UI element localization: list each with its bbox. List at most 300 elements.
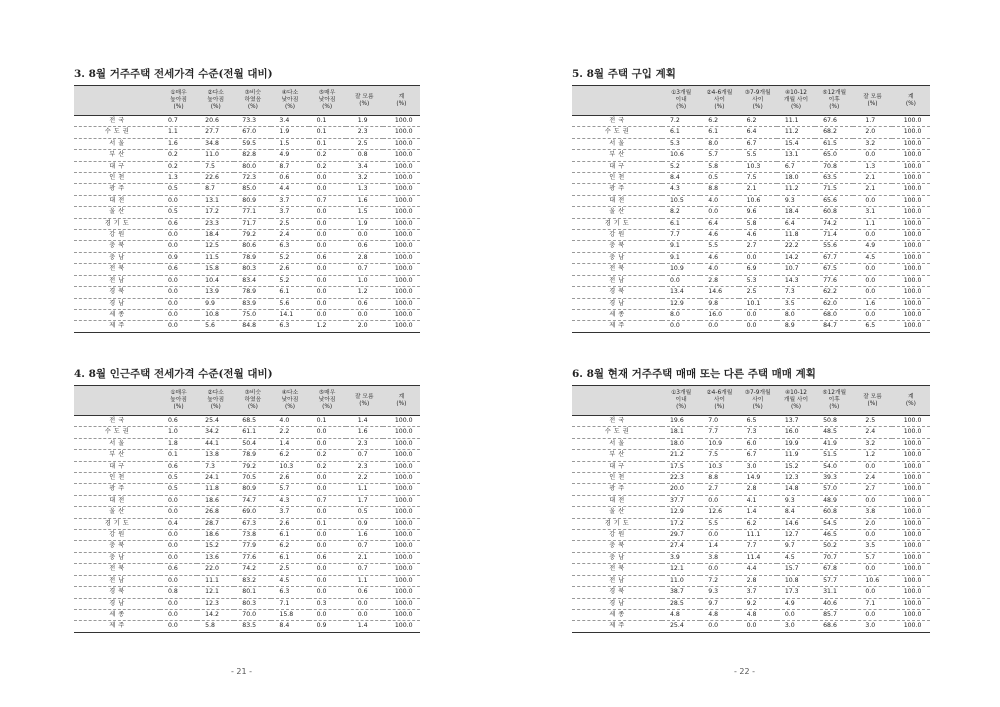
column-header: [853, 386, 891, 416]
value-cell: 0.0: [160, 309, 197, 320]
value-cell: 10.7: [777, 264, 815, 275]
region-cell: 강 원: [74, 530, 160, 541]
value-cell: 4.8: [662, 609, 700, 620]
value-cell: 1.6: [346, 530, 383, 541]
value-cell: 11.5: [197, 252, 234, 263]
value-cell: 0.8: [346, 150, 383, 161]
value-cell: 48.9: [815, 495, 853, 506]
value-cell: 0.0: [309, 609, 346, 620]
value-cell: 2.4: [271, 230, 308, 241]
value-cell: 0.0: [309, 575, 346, 586]
value-cell: 85.0: [234, 184, 271, 195]
value-cell: 2.1: [346, 552, 383, 563]
column-header-line: ②4-6개월: [706, 90, 733, 96]
value-cell: 6.5: [853, 321, 891, 332]
page-number-right: - 22 -: [734, 667, 756, 676]
table-row: [74, 184, 420, 195]
value-cell: 0.0: [309, 530, 346, 541]
value-cell: 51.5: [815, 450, 853, 461]
column-header: [892, 386, 930, 416]
column-header-line: ③비슷: [244, 90, 262, 96]
value-cell: 2.4: [853, 473, 891, 484]
table-row: [74, 173, 420, 184]
value-cell: 1.5: [346, 207, 383, 218]
value-cell: 100.0: [892, 598, 930, 609]
column-header-line: ⑤매우: [318, 390, 336, 396]
column-header: [197, 386, 234, 416]
table-row: [74, 230, 420, 241]
value-cell: 3.0: [777, 621, 815, 632]
value-cell: 7.5: [700, 450, 738, 461]
value-cell: 0.3: [309, 598, 346, 609]
table-row: [572, 518, 930, 529]
value-cell: 6.1: [271, 552, 308, 563]
value-cell: 65.0: [815, 150, 853, 161]
value-cell: 100.0: [383, 507, 420, 518]
value-cell: 6.1: [271, 530, 308, 541]
value-cell: 2.7: [739, 241, 777, 252]
value-cell: 7.0: [700, 416, 738, 427]
region-cell: 경 북: [572, 587, 662, 598]
value-cell: 0.7: [309, 195, 346, 206]
value-cell: 1.3: [853, 161, 891, 172]
value-cell: 16.0: [777, 427, 815, 438]
value-cell: 0.0: [309, 507, 346, 518]
value-cell: 7.7: [739, 541, 777, 552]
region-cell: 충 남: [572, 552, 662, 563]
value-cell: 24.1: [197, 473, 234, 484]
column-header: [309, 86, 346, 116]
column-header-line: 잘 모름: [863, 93, 882, 100]
value-cell: 63.5: [815, 173, 853, 184]
value-cell: 67.6: [815, 116, 853, 127]
value-cell: 5.5: [700, 241, 738, 252]
value-cell: 8.0: [662, 309, 700, 320]
value-cell: 4.0: [271, 416, 308, 427]
column-header: [383, 386, 420, 416]
column-header: [346, 86, 383, 116]
value-cell: 7.3: [197, 461, 234, 472]
value-cell: 0.0: [853, 587, 891, 598]
column-header-line: (%): [396, 100, 407, 107]
table-row: [74, 598, 420, 609]
value-cell: 10.6: [853, 575, 891, 586]
region-cell: 경 남: [572, 298, 662, 309]
column-header-line: (%): [905, 400, 916, 407]
column-header-line: (%): [322, 104, 333, 110]
value-cell: 100.0: [383, 587, 420, 598]
value-cell: 0.0: [309, 241, 346, 252]
value-cell: 100.0: [383, 252, 420, 263]
table-row: [572, 450, 930, 461]
value-cell: 5.2: [271, 252, 308, 263]
value-cell: 67.7: [815, 252, 853, 263]
value-cell: 0.0: [160, 298, 197, 309]
value-cell: 3.5: [777, 298, 815, 309]
value-cell: 10.9: [662, 264, 700, 275]
value-cell: 5.8: [739, 218, 777, 229]
region-cell: 전 북: [572, 264, 662, 275]
value-cell: 0.0: [309, 484, 346, 495]
value-cell: 12.1: [197, 587, 234, 598]
value-cell: 50.2: [815, 541, 853, 552]
column-header-line: 낮아짐: [281, 397, 299, 403]
value-cell: 100.0: [892, 518, 930, 529]
value-cell: 40.6: [815, 598, 853, 609]
column-header-line: 잘 모름: [863, 393, 882, 400]
value-cell: 15.2: [197, 541, 234, 552]
value-cell: 1.9: [346, 218, 383, 229]
value-cell: 8.0: [777, 309, 815, 320]
value-cell: 0.1: [309, 127, 346, 138]
value-cell: 15.8: [271, 609, 308, 620]
region-cell: 강 원: [572, 530, 662, 541]
value-cell: 0.0: [700, 495, 738, 506]
value-cell: 27.4: [662, 541, 700, 552]
value-cell: 100.0: [383, 518, 420, 529]
value-cell: 17.2: [197, 207, 234, 218]
column-header: [197, 86, 234, 116]
column-header: [853, 86, 891, 116]
value-cell: 19.9: [777, 438, 815, 449]
value-cell: 14.2: [197, 609, 234, 620]
region-cell: 부 산: [572, 450, 662, 461]
value-cell: 0.0: [853, 150, 891, 161]
value-cell: 9.7: [700, 598, 738, 609]
value-cell: 19.6: [662, 416, 700, 427]
value-cell: 100.0: [383, 150, 420, 161]
column-header-line: 낮아짐: [318, 397, 336, 403]
value-cell: 0.6: [309, 552, 346, 563]
value-cell: 0.0: [160, 541, 197, 552]
value-cell: 16.0: [700, 309, 738, 320]
value-cell: 0.0: [160, 621, 197, 632]
value-cell: 100.0: [383, 287, 420, 298]
value-cell: 1.1: [346, 575, 383, 586]
value-cell: 0.6: [160, 218, 197, 229]
table-row: [572, 321, 930, 332]
column-header: [700, 386, 738, 416]
value-cell: 100.0: [383, 438, 420, 449]
value-cell: 0.0: [853, 275, 891, 286]
value-cell: 1.6: [346, 427, 383, 438]
value-cell: 10.6: [662, 150, 700, 161]
region-cell: 충 북: [74, 541, 160, 552]
value-cell: 79.2: [234, 230, 271, 241]
region-cell: 인 천: [572, 173, 662, 184]
table-body: [572, 416, 930, 633]
region-cell: 전 북: [74, 264, 160, 275]
value-cell: 4.5: [271, 575, 308, 586]
value-cell: 7.5: [739, 173, 777, 184]
region-cell: 서 울: [74, 138, 160, 149]
table-row: [74, 161, 420, 172]
value-cell: 100.0: [892, 150, 930, 161]
value-cell: 80.6: [234, 241, 271, 252]
region-cell: 세 종: [572, 309, 662, 320]
header-cell-region: [74, 86, 160, 116]
value-cell: 77.9: [234, 541, 271, 552]
value-cell: 0.6: [160, 416, 197, 427]
value-cell: 54.5: [815, 518, 853, 529]
column-header-line: (%): [752, 104, 763, 110]
value-cell: 2.6: [271, 473, 308, 484]
value-cell: 4.6: [700, 252, 738, 263]
value-cell: 2.1: [853, 173, 891, 184]
value-cell: 0.0: [309, 564, 346, 575]
region-cell: 광 주: [572, 484, 662, 495]
value-cell: 6.2: [739, 116, 777, 127]
column-header-line: ⑤12개월: [822, 90, 847, 96]
value-cell: 0.0: [309, 587, 346, 598]
column-header-line: (%): [676, 404, 687, 410]
column-header-line: (%): [359, 400, 370, 407]
section-title: 6. 8월 현재 거주주택 매매 또는 다른 주택 매매 계획: [572, 368, 816, 380]
value-cell: 100.0: [383, 309, 420, 320]
value-cell: 0.5: [160, 184, 197, 195]
value-cell: 11.0: [197, 150, 234, 161]
value-cell: 25.4: [197, 416, 234, 427]
table-row: [74, 621, 420, 632]
value-cell: 8.0: [700, 138, 738, 149]
value-cell: 3.5: [853, 541, 891, 552]
data-table: [74, 385, 420, 633]
value-cell: 3.0: [739, 461, 777, 472]
table-row: [572, 609, 930, 620]
table-row: [74, 473, 420, 484]
value-cell: 9.3: [777, 195, 815, 206]
column-header-line: ②다소: [207, 90, 224, 96]
value-cell: 28.7: [197, 518, 234, 529]
value-cell: 100.0: [383, 416, 420, 427]
value-cell: 3.8: [700, 552, 738, 563]
value-cell: 8.4: [662, 173, 700, 184]
value-cell: 73.3: [234, 116, 271, 127]
table-row: [572, 484, 930, 495]
value-cell: 2.6: [271, 264, 308, 275]
value-cell: 0.9: [160, 252, 197, 263]
value-cell: 6.1: [662, 218, 700, 229]
value-cell: 1.7: [853, 116, 891, 127]
value-cell: 8.8: [700, 473, 738, 484]
value-cell: 7.7: [662, 230, 700, 241]
region-cell: 울 산: [572, 507, 662, 518]
value-cell: 5.5: [700, 518, 738, 529]
value-cell: 3.0: [853, 621, 891, 632]
value-cell: 100.0: [383, 552, 420, 563]
table-row: [572, 507, 930, 518]
value-cell: 3.4: [346, 161, 383, 172]
value-cell: 3.2: [346, 173, 383, 184]
table-row: [572, 473, 930, 484]
value-cell: 6.2: [271, 541, 308, 552]
column-header-line: 낮아짐: [281, 97, 299, 103]
region-cell: 충 남: [74, 552, 160, 563]
value-cell: 3.7: [271, 195, 308, 206]
value-cell: 10.5: [662, 195, 700, 206]
value-cell: 0.6: [271, 173, 308, 184]
region-cell: 충 북: [74, 241, 160, 252]
region-cell: 충 남: [74, 252, 160, 263]
value-cell: 0.7: [346, 541, 383, 552]
region-cell: 전 남: [74, 575, 160, 586]
table-row: [74, 461, 420, 472]
value-cell: 10.3: [739, 161, 777, 172]
region-cell: 경 기 도: [74, 518, 160, 529]
value-cell: 15.2: [777, 461, 815, 472]
value-cell: 0.0: [853, 195, 891, 206]
value-cell: 2.1: [739, 184, 777, 195]
value-cell: 0.0: [346, 309, 383, 320]
value-cell: 0.5: [160, 484, 197, 495]
value-cell: 0.2: [160, 150, 197, 161]
column-header-line: (%): [322, 404, 333, 410]
value-cell: 2.8: [346, 252, 383, 263]
value-cell: 78.9: [234, 252, 271, 263]
value-cell: 0.2: [309, 450, 346, 461]
table-section-6: [572, 367, 930, 633]
value-cell: 0.0: [160, 575, 197, 586]
value-cell: 100.0: [383, 621, 420, 632]
value-cell: 100.0: [383, 321, 420, 332]
value-cell: 14.8: [777, 484, 815, 495]
value-cell: 0.0: [739, 309, 777, 320]
value-cell: 18.0: [777, 173, 815, 184]
value-cell: 29.7: [662, 530, 700, 541]
value-cell: 8.9: [777, 321, 815, 332]
region-cell: 제 주: [572, 321, 662, 332]
table-row: [74, 309, 420, 320]
value-cell: 27.7: [197, 127, 234, 138]
value-cell: 100.0: [383, 575, 420, 586]
value-cell: 4.8: [700, 609, 738, 620]
value-cell: 13.4: [662, 287, 700, 298]
value-cell: 4.9: [271, 150, 308, 161]
value-cell: 100.0: [383, 173, 420, 184]
value-cell: 100.0: [892, 138, 930, 149]
value-cell: 14.1: [271, 309, 308, 320]
region-cell: 대 구: [572, 461, 662, 472]
value-cell: 2.2: [346, 473, 383, 484]
value-cell: 0.0: [309, 309, 346, 320]
value-cell: 1.2: [309, 321, 346, 332]
value-cell: 1.3: [346, 184, 383, 195]
value-cell: 1.6: [160, 138, 197, 149]
value-cell: 2.5: [271, 218, 308, 229]
value-cell: 7.5: [197, 161, 234, 172]
value-cell: 0.5: [700, 173, 738, 184]
column-header-line: 계: [908, 393, 914, 400]
table-header-row: [572, 386, 930, 416]
value-cell: 7.1: [271, 598, 308, 609]
column-header-line: (%): [790, 404, 801, 410]
value-cell: 0.0: [853, 309, 891, 320]
value-cell: 100.0: [892, 241, 930, 252]
value-cell: 9.3: [700, 587, 738, 598]
region-cell: 제 주: [572, 621, 662, 632]
value-cell: 100.0: [892, 438, 930, 449]
value-cell: 71.7: [234, 218, 271, 229]
value-cell: 0.0: [346, 230, 383, 241]
region-cell: 수 도 권: [74, 127, 160, 138]
value-cell: 9.9: [197, 298, 234, 309]
value-cell: 100.0: [892, 309, 930, 320]
value-cell: 6.7: [739, 450, 777, 461]
value-cell: 55.6: [815, 241, 853, 252]
region-cell: 전 남: [572, 275, 662, 286]
value-cell: 78.9: [234, 287, 271, 298]
value-cell: 12.3: [197, 598, 234, 609]
column-header-line: 계: [398, 93, 405, 100]
table-row: [572, 416, 930, 427]
value-cell: 82.8: [234, 150, 271, 161]
value-cell: 100.0: [892, 552, 930, 563]
value-cell: 8.4: [777, 507, 815, 518]
value-cell: 9.1: [662, 252, 700, 263]
value-cell: 100.0: [383, 127, 420, 138]
value-cell: 0.0: [160, 230, 197, 241]
value-cell: 18.0: [662, 438, 700, 449]
region-cell: 세 종: [74, 309, 160, 320]
region-cell: 전 국: [572, 116, 662, 127]
region-cell: 경 기 도: [74, 218, 160, 229]
column-header-line: (%): [247, 104, 258, 110]
value-cell: 100.0: [892, 116, 930, 127]
value-cell: 4.6: [700, 230, 738, 241]
table-row: [572, 252, 930, 263]
region-cell: 대 전: [572, 495, 662, 506]
value-cell: 0.0: [160, 321, 197, 332]
value-cell: 3.7: [271, 207, 308, 218]
value-cell: 0.7: [160, 116, 197, 127]
value-cell: 6.0: [739, 438, 777, 449]
table-row: [74, 207, 420, 218]
value-cell: 77.6: [234, 552, 271, 563]
column-header: [892, 86, 930, 116]
data-table: [572, 385, 930, 633]
value-cell: 6.3: [271, 321, 308, 332]
value-cell: 10.3: [271, 461, 308, 472]
value-cell: 60.8: [815, 507, 853, 518]
value-cell: 12.6: [700, 507, 738, 518]
value-cell: 100.0: [892, 621, 930, 632]
value-cell: 0.1: [160, 450, 197, 461]
region-cell: 수 도 권: [572, 127, 662, 138]
region-cell: 수 도 권: [572, 427, 662, 438]
value-cell: 1.7: [346, 495, 383, 506]
table-row: [572, 309, 930, 320]
value-cell: 77.1: [234, 207, 271, 218]
value-cell: 0.0: [700, 530, 738, 541]
table-row: [572, 575, 930, 586]
value-cell: 0.6: [160, 564, 197, 575]
region-cell: 인 천: [74, 173, 160, 184]
region-cell: 제 주: [74, 621, 160, 632]
table-row: [572, 161, 930, 172]
value-cell: 4.9: [853, 241, 891, 252]
value-cell: 9.1: [662, 241, 700, 252]
value-cell: 0.0: [309, 298, 346, 309]
value-cell: 5.2: [662, 161, 700, 172]
table-row: [572, 530, 930, 541]
value-cell: 100.0: [383, 450, 420, 461]
value-cell: 10.8: [777, 575, 815, 586]
column-header-line: 사이: [713, 397, 726, 403]
value-cell: 0.0: [853, 461, 891, 472]
value-cell: 0.0: [160, 195, 197, 206]
column-header: [309, 386, 346, 416]
table-row: [74, 287, 420, 298]
